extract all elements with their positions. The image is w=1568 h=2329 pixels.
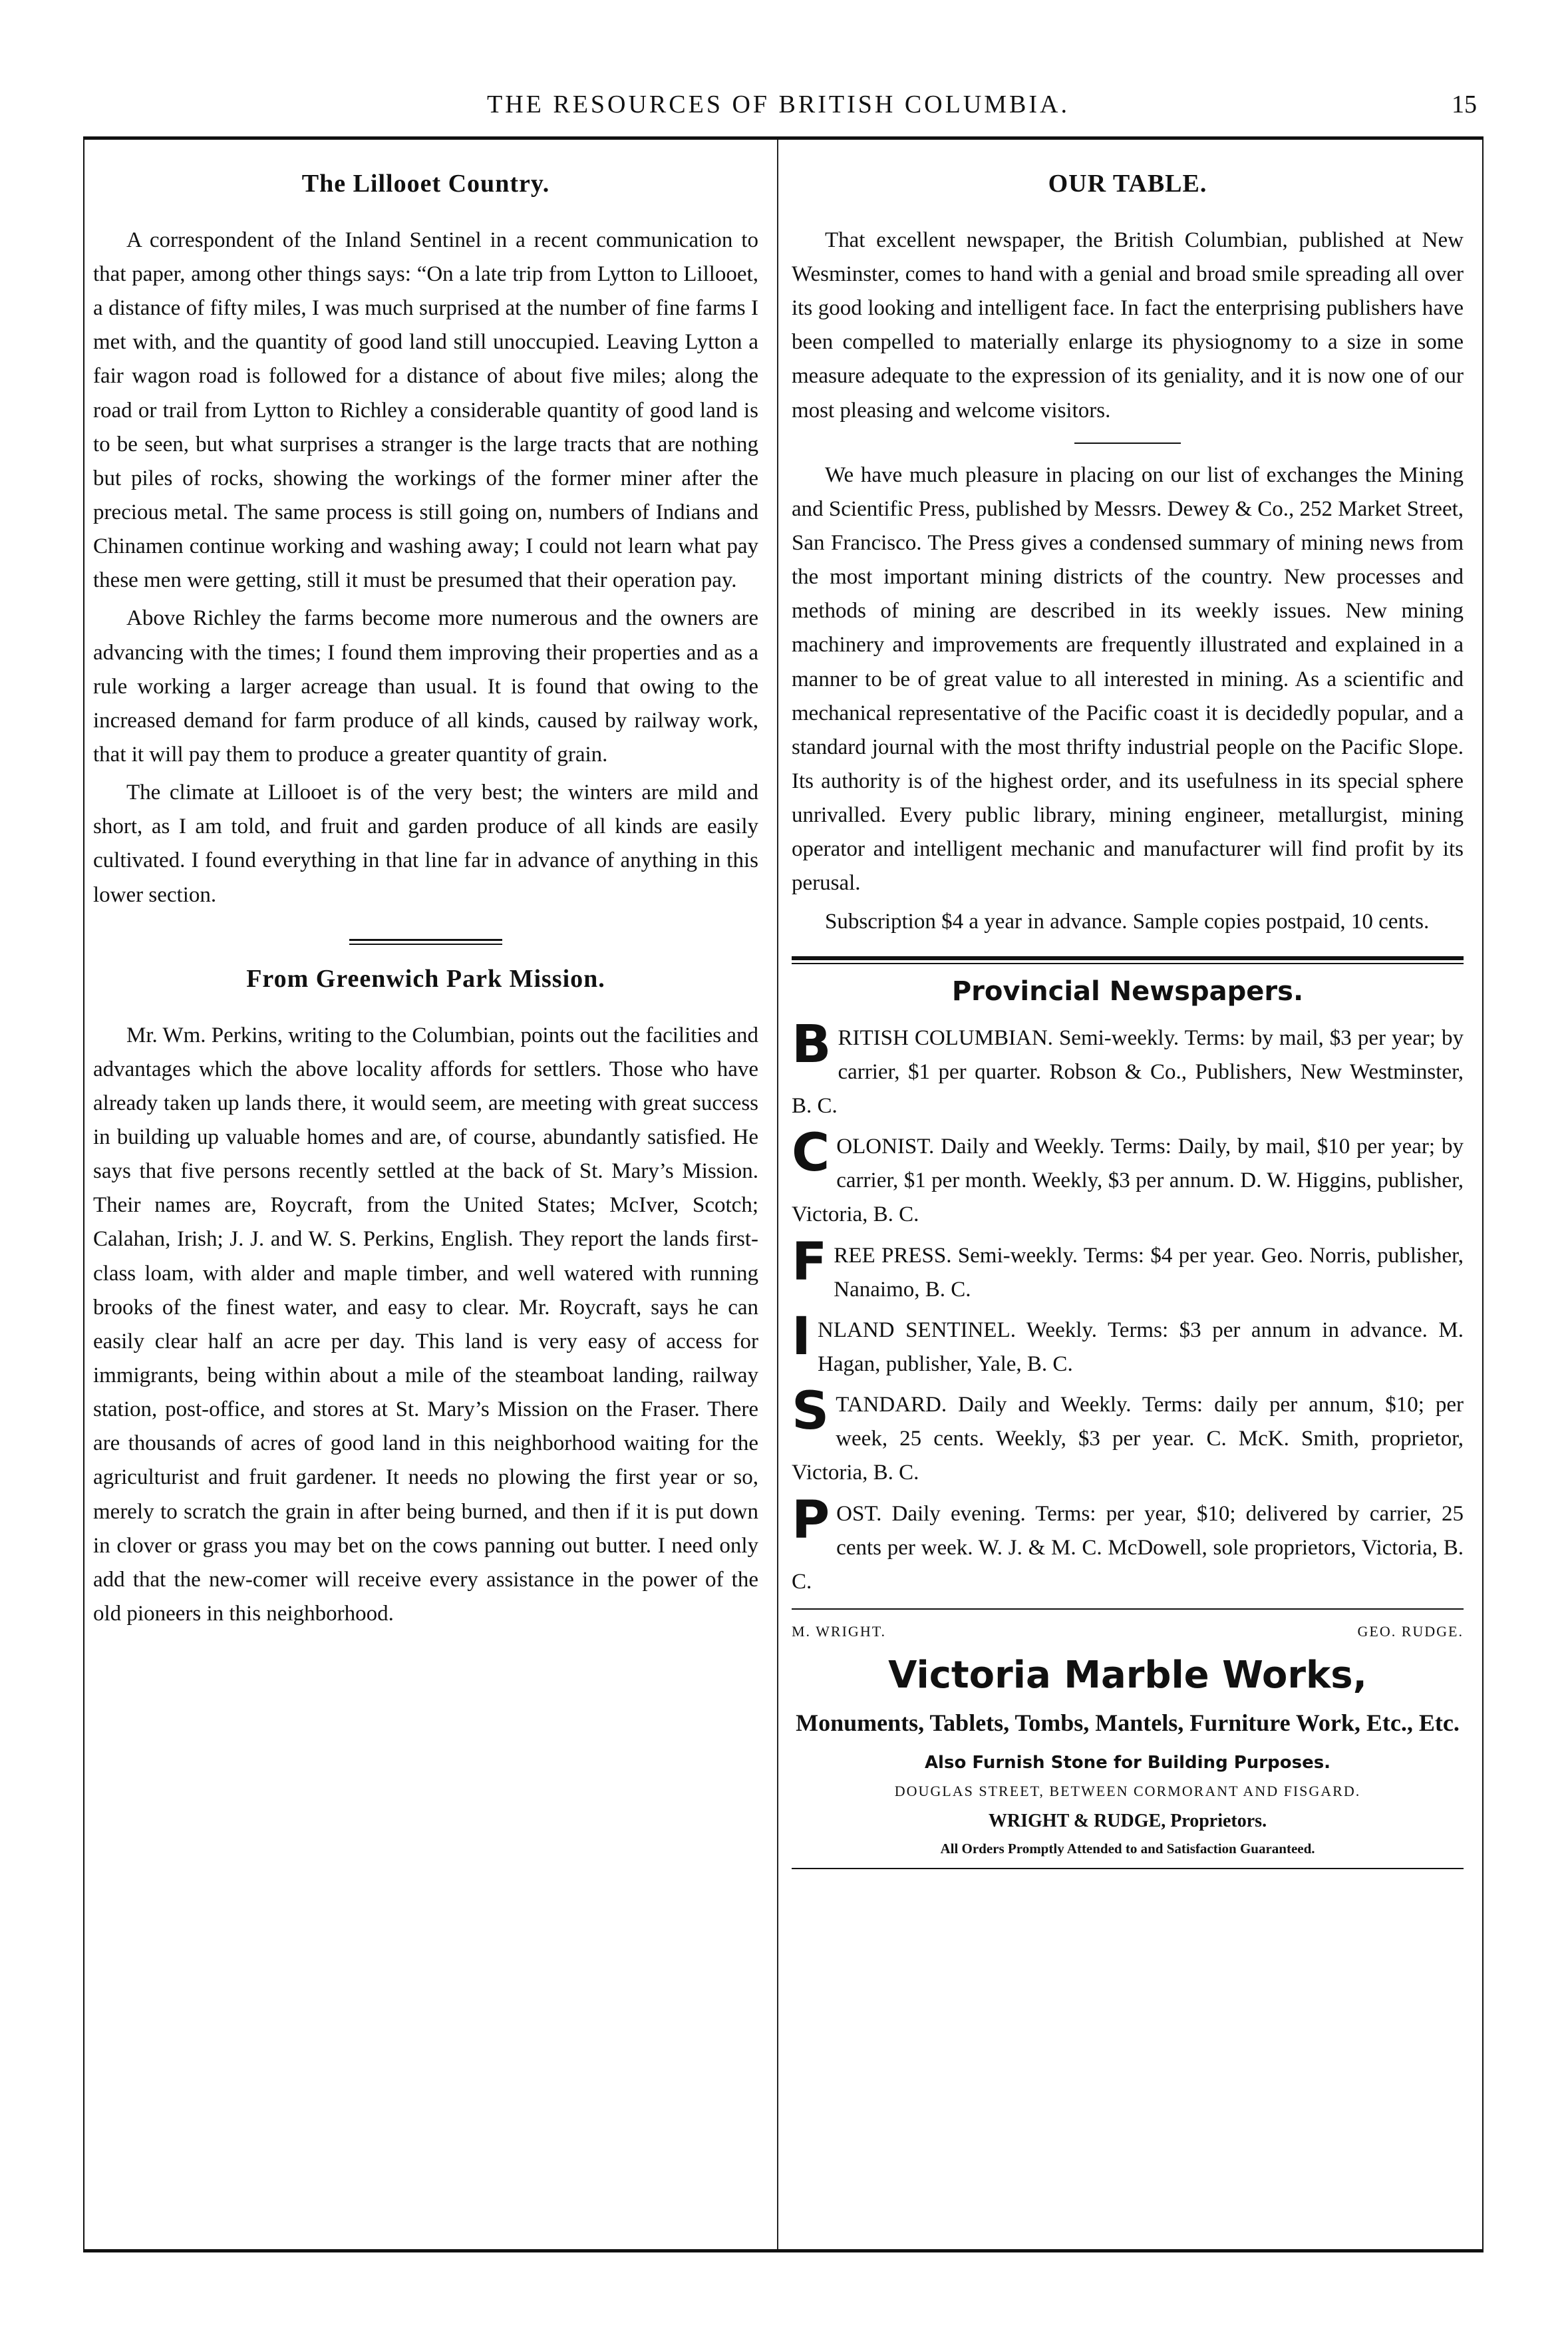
ad-address: DOUGLAS STREET, BETWEEN CORMORANT AND FISGARD. bbox=[894, 1782, 1361, 1799]
ad-bottom-rule bbox=[792, 1868, 1464, 1869]
article-title: OUR TABLE. bbox=[1048, 170, 1207, 198]
running-title: THE RESOURCES OF BRITISH COLUMBIA. bbox=[486, 90, 1070, 118]
section-divider bbox=[349, 939, 502, 945]
ad-name-left: M. WRIGHT. bbox=[792, 1622, 887, 1640]
ad-also: Also Furnish Stone for Building Purposes. bbox=[924, 1752, 1331, 1773]
right-column bbox=[792, 150, 1464, 1869]
article-paragraph: The climate at Lillooet is of the very best; the winters are mild and short, as I am told, and fruit and garden produce of all kinds are easily cultivated. I found everything in that line far in advance of anything in this lower section. bbox=[93, 781, 758, 907]
page-number: 15 bbox=[1452, 90, 1477, 118]
ad-proprietors: WRIGHT & RUDGE, Proprietors. bbox=[988, 1811, 1267, 1832]
article-paragraph: Mr. Wm. Perkins, writing to the Columbian, points out the facilities and advantages which the above locality affords for settlers. Those who have already taken up lands there, it would seem, are meeting with great success in building up valuable homes and are, of course, abundantly satisfied. He says that five persons recently settled at the back of St. Mary’s Mission. Their names are, Roycraft, from the United States; McIver, Scotch; Calahan, Irish; J. J. and W. S. Perkins, English. They report the lands first-class loam, with alder and maple timber, and well watered with running brooks of the finest water, and easy to clear. Mr. Roycraft, says he can easily clear half an acre per day. This land is very easy of access for immigrants, being within about a mile of the steamboat landing, railway station, post-office, and stores at St. Mary’s Mission on the Fraser. There are thousands of acres of good land in this neighborhood waiting for the agriculturist and fruit gardener. It needs no plowing the first year or so, merely to scratch the grain in after being burned, and then if it is put down in clover or grass you may bet on the cows panning out butter. I need only add that the new-comer will receive every assistance in the power of the old pioneers in this neighborhood. bbox=[93, 1023, 758, 1626]
drop-cap: F bbox=[792, 1232, 828, 1292]
ad-items: Monuments, Tablets, Tombs, Mantels, Furniture Work, Etc., Etc. bbox=[796, 1709, 1460, 1736]
listing-text: OST. Daily evening. Terms: per year, $10; delivered by carrier, 25 cents per week. W. J. & M. C. McDowell, sole proprietors, Victoria, B. C. bbox=[792, 1501, 1464, 1594]
drop-cap: B bbox=[792, 1014, 832, 1075]
newspaper-listing bbox=[792, 1490, 1464, 1599]
section-divider bbox=[792, 956, 1464, 960]
article-paragraph: We have much pleasure in placing on our list of exchanges the Mining and Scientific Press, published by Messrs. Dewey & Co., 252 Market Street, San Francisco. The Press gives a condensed summary of mining news from the most important mining districts of the country. New processes and methods of mining are described in its weekly issues. New mining machinery and improvements are frequently illustrated and explained in a manner to be of great value to all interested in mining. As a scientific and mechanical representative of the Pacific coast it is decidedly popular, and a standard journal with the most thrifty industrial people on the Pacific Slope. Its authority is of the highest order, and its usefulness in its special sphere unrivalled. Every public library, mining engineer, metallurgist, mining operator and intelligent mechanic and manufacturer will find profit by its perusal. bbox=[792, 462, 1464, 896]
listing-text: OLONIST. Daily and Weekly. Terms: Daily, by mail, $10 per year; by carrier, $1 per month. Weekly, $3 per annum. D. W. Higgins, publisher, Victoria, B. C. bbox=[792, 1135, 1464, 1227]
ad-guarantee: All Orders Promptly Attended to and Satisfaction Guaranteed. bbox=[940, 1841, 1315, 1857]
article-paragraph: A correspondent of the Inland Sentinel in a recent communication to that paper, among other things says: “On a late trip from Lytton to Lillooet, a distance of fifty miles, I was much surprised at the number of fine farms I met with, and the quantity of good land still unoccupied. Leaving Lytton a fair wagon road is followed for a distance of about five miles; along the road or trail from Lytton to Richley a considerable quantity of good land is to be seen, but what surprises a stranger is the large tracts that are nothing but piles of rocks, showing the workings of the former miner after the precious metal. The same process is still going on, numbers of Indians and Chinamen continue working and washing away; I could not learn what pay these men were getting, still it must be presumed that their operation pay. bbox=[93, 228, 758, 593]
listing-text: REE PRESS. Semi-weekly. Terms: $4 per year. Geo. Norris, publisher, Nanaimo, B. C. bbox=[834, 1243, 1464, 1302]
newspaper-listing bbox=[792, 1381, 1464, 1490]
listing-text: TANDARD. Daily and Weekly. Terms: daily per annum, $10; per week, 25 cents. Weekly, $3 per year. C. McK. Smith, proprietor, Victoria, B. C. bbox=[792, 1393, 1464, 1485]
drop-cap: P bbox=[792, 1490, 830, 1550]
marble-works-advertisement bbox=[792, 1620, 1464, 1869]
drop-cap: I bbox=[792, 1306, 812, 1367]
left-column bbox=[93, 150, 758, 1635]
article-paragraph: Above Richley the farms become more numerous and the owners are advancing with the times; I found them improving their properties and as a rule working a larger acreage than usual. It is found that owing to the increased demand for farm produce of all kinds, caused by railway work, that it will pay them to produce a greater quantity of grain. bbox=[93, 606, 758, 767]
ad-name-right: GEO. RUDGE. bbox=[1357, 1622, 1464, 1640]
newspaper-listing bbox=[792, 1123, 1464, 1232]
article-title: From Greenwich Park Mission. bbox=[246, 964, 605, 993]
running-head bbox=[80, 90, 1477, 143]
paragraph-divider bbox=[1074, 443, 1181, 444]
listing-text: NLAND SENTINEL. Weekly. Terms: $3 per annum in advance. M. Hagan, publisher, Yale, B. C. bbox=[818, 1318, 1464, 1376]
ad-title: Victoria Marble Works, bbox=[888, 1654, 1367, 1698]
article-title: The Lillooet Country. bbox=[301, 170, 550, 198]
listing-text: RITISH COLUMBIAN. Semi-weekly. Terms: by mail, $3 per year; by carrier, $1 per quarter. Robson & Co., Publishers, New Westminster, B. C. bbox=[792, 1025, 1464, 1118]
section-divider bbox=[792, 963, 1464, 964]
ad-names bbox=[792, 1620, 1464, 1643]
article-paragraph: Subscription $4 a year in advance. Sample copies postpaid, 10 cents. bbox=[825, 909, 1430, 934]
section-divider bbox=[792, 1608, 1464, 1610]
column-divider bbox=[777, 140, 778, 2249]
newspaper-listing bbox=[792, 1306, 1464, 1381]
article-paragraph: That excellent newspaper, the British Columbian, published at New Wesminster, comes to hand with a genial and broad smile spreading all over its good looking and intelligent face. In fact the enterprising publishers have been compelled to materially enlarge its physiognomy to a size in some measure adequate to the expression of its geniality, and it is now one of our most pleasing and welcome visitors. bbox=[792, 228, 1464, 423]
newspapers-heading: Provincial Newspapers. bbox=[951, 976, 1304, 1007]
drop-cap: S bbox=[792, 1381, 830, 1442]
newspaper-listing bbox=[792, 1014, 1464, 1123]
newspaper-listing bbox=[792, 1232, 1464, 1307]
drop-cap: C bbox=[792, 1123, 830, 1184]
